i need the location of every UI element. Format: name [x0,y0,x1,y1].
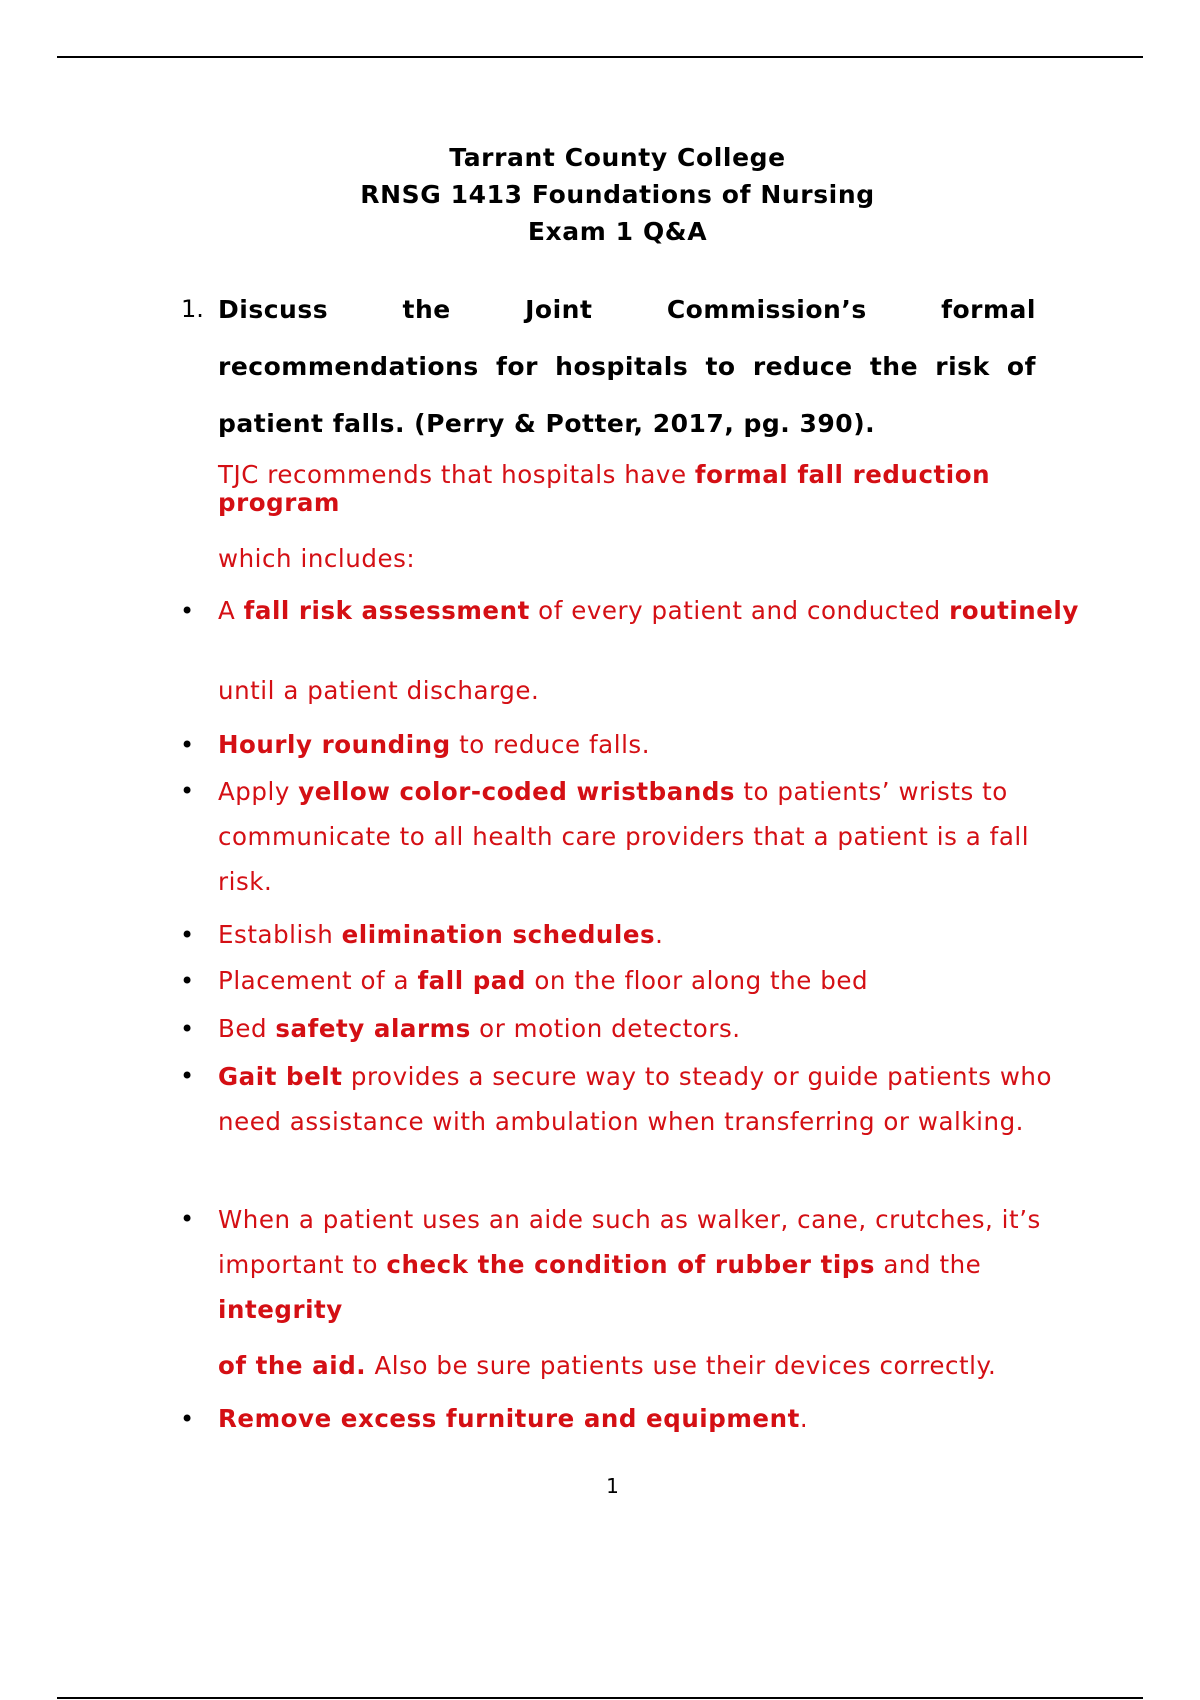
segment: of every patient and conducted [529,596,950,625]
bullet-marker: • [180,921,195,949]
segment-bold: yellow color-coded wristbands [298,777,736,806]
answer-intro [218,461,1103,517]
segment: Bed [218,1014,276,1043]
segment-bold: fall risk assessment [243,596,530,625]
list-item-remove-furniture [218,1405,1103,1433]
list-item-continuation: until a patient discharge. [218,676,540,705]
segment-bold: elimination schedules [341,920,656,949]
bullet-marker: • [180,597,195,625]
header-exam: Exam 1 Q&A [527,217,708,246]
segment-bold: fall pad [417,966,526,995]
segment-bold: safety alarms [275,1014,471,1043]
bullet-marker: • [180,1015,195,1043]
segment: to patients’ wrists to communicate to all health care providers that a patient is a fall risk. [218,777,1030,896]
question-text [218,281,1036,452]
bullet-marker: • [180,967,195,995]
segment-bold: integrity [218,1295,343,1324]
list-item-continuation [218,1352,1103,1380]
segment: to reduce falls. [450,730,651,759]
segment-bold: Remove excess furniture and equipment [218,1404,800,1433]
segment-bold: of the aid. [218,1351,367,1380]
bullet-marker: • [180,777,195,805]
bullet-marker: • [180,1205,195,1233]
answer-intro-text: TJC recommends that hospitals have [218,460,695,489]
segment: . [799,1404,809,1433]
segment: When a patient uses an aide such as walker, cane, crutches, it’s important to [218,1205,1041,1279]
segment: Establish [218,920,342,949]
list-item-wristbands [218,769,1048,904]
segment: on the floor along the bed [525,966,869,995]
document-header [0,139,1200,250]
segment: provides a secure way to steady or guide patients who need assistance with ambulation when transferring or walking. [218,1062,1053,1136]
list-item-gait-belt [218,1054,1073,1144]
list-item-hourly-rounding [218,731,1103,759]
segment-bold: check the condition of rubber tips [386,1250,876,1279]
list-item-fall-risk-assessment [218,597,1103,625]
segment: and the [875,1250,982,1279]
header-college: Tarrant County College [449,143,786,172]
bottom-rule [57,1697,1143,1699]
segment: A [218,596,244,625]
bullet-marker: • [180,1062,195,1090]
list-item-fall-pad [218,967,1103,995]
segment-bold: Gait belt [218,1062,343,1091]
page-number: 1 [606,1474,619,1498]
segment: Apply [218,777,299,806]
bullet-marker: • [180,731,195,759]
segment: Placement of a [218,966,418,995]
bullet-marker: • [180,1405,195,1433]
list-item-walking-aids [218,1197,1088,1332]
segment: . [655,920,664,949]
segment-bold: routinely [949,596,1079,625]
header-course: RNSG 1413 Foundations of Nursing [360,180,875,209]
answer-intro-bold: formal fall reduction program [218,460,991,517]
question-first-line: Discuss the Joint Commission’s formal [218,295,1036,324]
list-item-elimination-schedules [218,921,1103,949]
question-number: 1. [181,295,204,323]
segment: or motion detectors. [470,1014,741,1043]
segment-bold: Hourly rounding [218,730,451,759]
answer-intro-continuation: which includes: [218,544,416,573]
list-item-safety-alarms [218,1015,1103,1043]
segment: Also be sure patients use their devices correctly. [366,1351,997,1380]
question-rest: recommendations for hospitals to reduce the risk of patient falls. (Perry & Potter, 2017, pg. 390). [218,352,1036,438]
top-rule [57,56,1143,58]
